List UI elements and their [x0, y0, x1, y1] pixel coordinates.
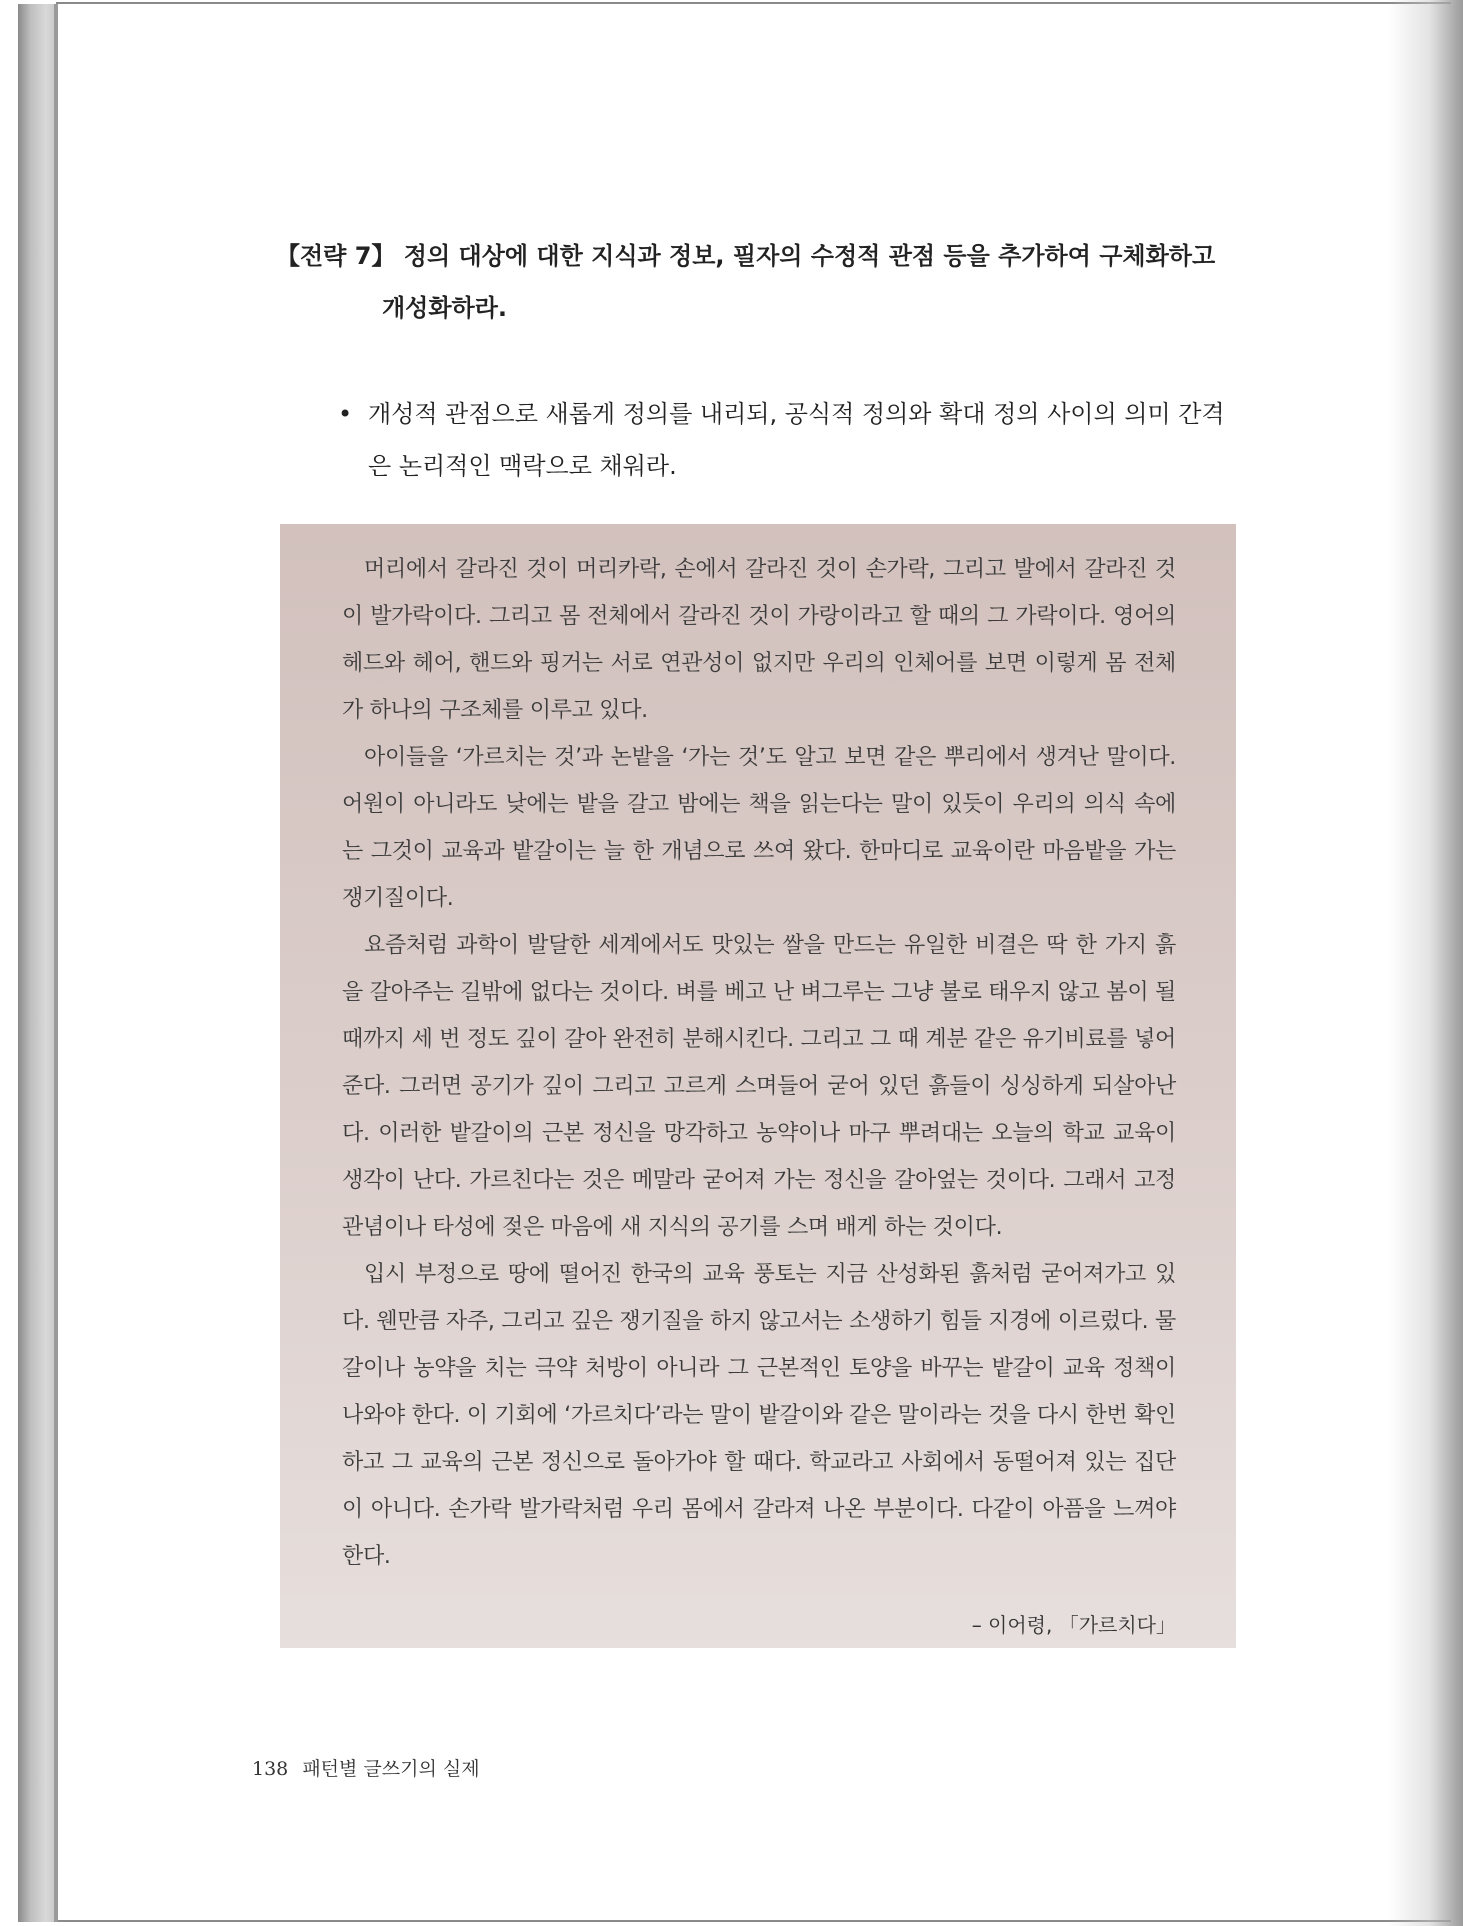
quote-paragraph: 입시 부정으로 땅에 떨어진 한국의 교육 풍토는 지금 산성화된 흙처럼 굳어져가고 있다. 웬만큼 자주, 그리고 깊은 쟁기질을 하지 않고서는 소생하기 힘들 지경에 이르렀다. 물갈이나 농약을 치는 극약 처방이 아니라 그 근본적인 토양을 바꾸는 밭갈이 교육 정책이 나와야 한다. 이 기회에 ‘가르치다’라는 말이 밭갈이와 같은 말이라는 것을 다시 한번 확인하고 그 교육의 근본 정신으로 돌아가야 할 때다. 학교라고 사회에서 동떨어져 있는 집단이 아니다. 손가락 발가락처럼 우리 몸에서 갈라져 나온 부분이다. 다같이 아픔을 느껴야 한다. [342, 1262, 1176, 1569]
strategy-heading [276, 230, 1236, 334]
quote-box [280, 524, 1236, 1648]
bullet-point [338, 388, 1238, 492]
quote-paragraph: 머리에서 갈라진 것이 머리카락, 손에서 갈라진 것이 손가락, 그리고 발에서 갈라진 것이 발가락이다. 그리고 몸 전체에서 갈라진 것이 가랑이라고 할 때의 그 가락이다. 영어의 헤드와 헤어, 핸드와 핑거는 서로 연관성이 없지만 우리의 인체어를 보면 이렇게 몸 전체가 하나의 구조체를 이루고 있다. [342, 557, 1176, 723]
quote-body [342, 546, 1176, 1580]
spine-edge [54, 4, 58, 1922]
bullet-icon: • [338, 400, 353, 428]
quote-source: – 이어령, 「가르치다」 [971, 1613, 1176, 1637]
bullet-text: 개성적 관점으로 새롭게 정의를 내리되, 공식적 정의와 확대 정의 사이의 의미 간격은 논리적인 맥락으로 채워라. [368, 400, 1225, 480]
book-spine [18, 4, 58, 1922]
quote-paragraph: 아이들을 ‘가르치는 것’과 논밭을 ‘가는 것’도 알고 보면 같은 뿌리에서 생겨난 말이다. 어원이 아니라도 낮에는 밭을 갈고 밤에는 책을 읽는다는 말이 있듯이 우리의 의식 속에는 그것이 교육과 밭갈이는 늘 한 개념으로 쓰여 왔다. 한마디로 교육이란 마음밭을 가는 쟁기질이다. [342, 745, 1176, 911]
strategy-title-line2: 개성화하라. [382, 294, 508, 322]
page-number: 138 [252, 1758, 289, 1780]
page-edge-shadow [1388, 0, 1463, 1926]
strategy-tag: 【전략 7】 [276, 242, 396, 270]
page-footer [252, 1754, 480, 1781]
book-title: 패턴별 글쓰기의 실제 [302, 1758, 480, 1780]
strategy-title-line1: 정의 대상에 대한 지식과 정보, 필자의 수정적 관점 등을 추가하여 구체화하고 [403, 242, 1216, 270]
quote-paragraph: 요즘처럼 과학이 발달한 세계에서도 맛있는 쌀을 만드는 유일한 비결은 딱 한 가지 흙을 갈아주는 길밖에 없다는 것이다. 벼를 베고 난 벼그루는 그냥 불로 태우지 않고 봄이 될 때까지 세 번 정도 깊이 갈아 완전히 분해시킨다. 그리고 그 때 계분 같은 유기비료를 넣어 준다. 그러면 공기가 깊이 그리고 고르게 스며들어 굳어 있던 흙들이 싱싱하게 되살아난다. 이러한 밭갈이의 근본 정신을 망각하고 농약이나 마구 뿌려대는 오늘의 학교 교육이 생각이 난다. 가르친다는 것은 메말라 굳어져 가는 정신을 갈아엎는 것이다. 그래서 고정관념이나 타성에 젖은 마음에 새 지식의 공기를 스며 배게 하는 것이다. [342, 933, 1176, 1240]
